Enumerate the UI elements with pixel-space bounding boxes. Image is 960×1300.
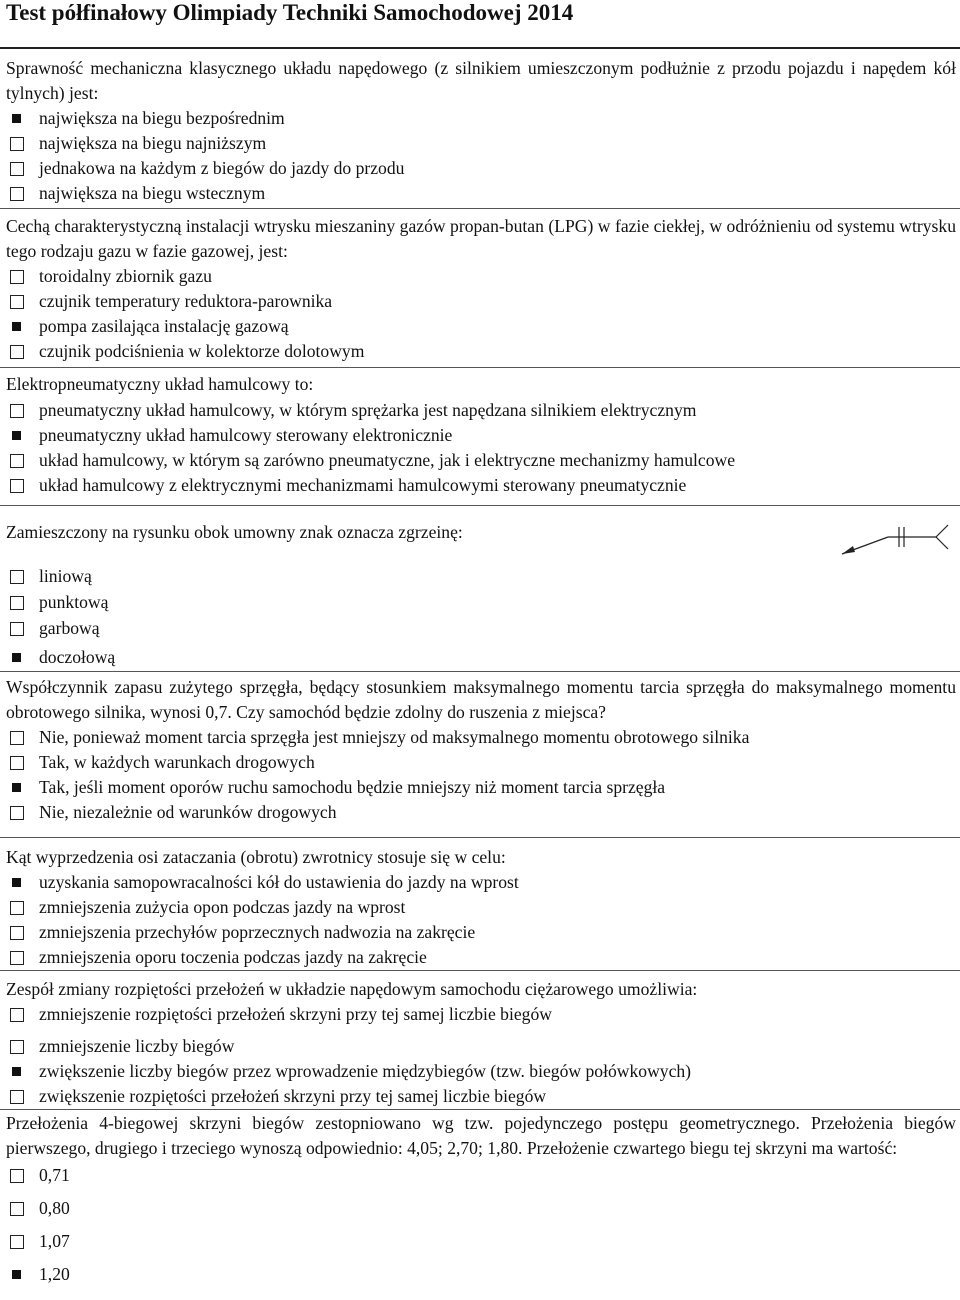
answer-option[interactable]	[6, 106, 956, 131]
answer-label: uzyskania samopowracalności kół do ustawienia do jazdy na wprost	[39, 872, 519, 892]
answer-label: Nie, niezależnie od warunków drogowych	[39, 802, 337, 822]
question-4	[6, 520, 956, 670]
checkbox-icon[interactable]	[10, 404, 24, 418]
checked-square-icon[interactable]	[12, 878, 21, 887]
checkbox-icon[interactable]	[10, 137, 24, 151]
checkbox-icon[interactable]	[10, 454, 24, 468]
answer-option[interactable]	[6, 1034, 956, 1059]
question-2	[6, 214, 956, 364]
answer-label: czujnik podciśnienia w kolektorze dolotowym	[39, 341, 365, 361]
answer-option[interactable]	[6, 181, 956, 206]
answer-label: garbową	[39, 618, 100, 638]
answer-option[interactable]	[6, 564, 956, 589]
question-divider	[0, 505, 960, 506]
answer-option[interactable]	[6, 473, 956, 498]
question-divider	[0, 970, 960, 971]
question-7	[6, 977, 956, 1109]
answer-label: układ hamulcowy, w którym są zarówno pneumatyczne, jak i elektryczne mechanizmy hamulcowe	[39, 450, 736, 470]
answer-label: zmniejszenie liczby biegów	[39, 1036, 235, 1056]
answer-option[interactable]	[6, 945, 956, 970]
answer-option[interactable]	[6, 590, 956, 615]
checkbox-icon[interactable]	[10, 622, 24, 636]
checkbox-icon[interactable]	[10, 1008, 24, 1022]
answer-option[interactable]	[6, 1227, 956, 1256]
checkbox-icon[interactable]	[10, 926, 24, 940]
checkbox-icon[interactable]	[10, 570, 24, 584]
checkbox-icon[interactable]	[10, 1169, 24, 1183]
question-8	[6, 1111, 956, 1289]
checkbox-icon[interactable]	[10, 1040, 24, 1054]
answer-option[interactable]	[6, 800, 956, 825]
answer-label: toroidalny zbiornik gazu	[39, 266, 212, 286]
question-text: Kąt wyprzedzenia osi zataczania (obrotu) zwrotnicy stosuje się w celu:	[6, 847, 506, 867]
answer-label: zmniejszenie rozpiętości przełożeń skrzyni przy tej samej liczbie biegów	[39, 1004, 552, 1024]
answer-label: pneumatyczny układ hamulcowy, w którym sprężarka jest napędzana silnikiem elektrycznym	[39, 400, 697, 420]
answer-option[interactable]	[6, 645, 956, 670]
answer-label: liniową	[39, 566, 92, 586]
question-5	[6, 675, 956, 825]
question-text: Elektropneumatyczny układ hamulcowy to:	[6, 374, 314, 394]
answer-option[interactable]	[6, 750, 956, 775]
answer-label: pneumatyczny układ hamulcowy sterowany elektronicznie	[39, 425, 453, 445]
weld-symbol-icon	[838, 522, 954, 558]
checkbox-icon[interactable]	[10, 479, 24, 493]
checked-square-icon[interactable]	[12, 1270, 21, 1279]
answer-option[interactable]	[6, 1002, 956, 1027]
answer-option[interactable]	[6, 398, 956, 423]
answer-label: zwiększenie liczby biegów przez wprowadzenie międzybiegów (tzw. biegów połówkowych)	[39, 1061, 692, 1081]
answer-option[interactable]	[6, 423, 956, 448]
checkbox-icon[interactable]	[10, 270, 24, 284]
answer-label: zmniejszenia oporu toczenia podczas jazdy na zakręcie	[39, 947, 427, 967]
title-divider	[0, 47, 960, 49]
answer-label: zmniejszenia zużycia opon podczas jazdy na wprost	[39, 897, 406, 917]
checkbox-icon[interactable]	[10, 951, 24, 965]
answer-option[interactable]	[6, 131, 956, 156]
answer-option[interactable]	[6, 1059, 956, 1084]
answer-option[interactable]	[6, 264, 956, 289]
checkbox-icon[interactable]	[10, 596, 24, 610]
checkbox-icon[interactable]	[10, 187, 24, 201]
question-divider	[0, 671, 960, 672]
question-text: Sprawność mechaniczna klasycznego układu napędowego (z silnikiem umieszczonym podłużnie z przodu pojazdu i napędem kół tylnych) jest:	[6, 58, 956, 103]
answer-label: pompa zasilająca instalację gazową	[39, 316, 289, 336]
answer-option[interactable]	[6, 725, 956, 750]
answer-option[interactable]	[6, 1161, 956, 1190]
answer-option[interactable]	[6, 870, 956, 895]
answer-option[interactable]	[6, 339, 956, 364]
checkbox-icon[interactable]	[10, 162, 24, 176]
answer-option[interactable]	[6, 289, 956, 314]
answer-option[interactable]	[6, 1260, 956, 1289]
checkbox-icon[interactable]	[10, 756, 24, 770]
question-6	[6, 845, 956, 970]
checked-square-icon[interactable]	[12, 653, 21, 662]
answer-label: Tak, w każdych warunkach drogowych	[39, 752, 315, 772]
answer-label: doczołową	[39, 647, 116, 667]
question-divider	[0, 208, 960, 209]
question-text: Współczynnik zapasu zużytego sprzęgła, będący stosunkiem maksymalnego momentu tarcia sprzęgła do maksymalnego momentu obrotowego silnika, wynosi 0,7. Czy samochód będzie zdolny do ruszenia z miejsca?	[6, 677, 956, 722]
checked-square-icon[interactable]	[12, 322, 21, 331]
answer-label: Tak, jeśli moment oporów ruchu samochodu będzie mniejszy niż moment tarcia sprzęgła	[39, 777, 666, 797]
checkbox-icon[interactable]	[10, 901, 24, 915]
checkbox-icon[interactable]	[10, 295, 24, 309]
answer-label: zmniejszenia przechyłów poprzecznych nadwozia na zakręcie	[39, 922, 476, 942]
page-title: Test półfinałowy Olimpiady Techniki Samochodowej 2014	[6, 0, 574, 25]
checkbox-icon[interactable]	[10, 1235, 24, 1249]
answer-label: czujnik temperatury reduktora-parownika	[39, 291, 333, 311]
answer-label: układ hamulcowy z elektrycznymi mechanizmami hamulcowymi sterowany pneumatycznie	[39, 475, 687, 495]
question-text: Zespół zmiany rozpiętości przełożeń w układzie napędowym samochodu ciężarowego umożliwia:	[6, 979, 698, 999]
answer-option[interactable]	[6, 895, 956, 920]
answer-option[interactable]	[6, 920, 956, 945]
checked-square-icon[interactable]	[12, 114, 21, 123]
answer-label: największa na biegu bezpośrednim	[39, 108, 285, 128]
checkbox-icon[interactable]	[10, 1202, 24, 1216]
checkbox-icon[interactable]	[10, 806, 24, 820]
answer-label: zwiększenie rozpiętości przełożeń skrzyni przy tej samej liczbie biegów	[39, 1086, 547, 1106]
answer-option[interactable]	[6, 448, 956, 473]
answer-option[interactable]	[6, 775, 956, 800]
checked-square-icon[interactable]	[12, 1067, 21, 1076]
answer-label: 0,80	[39, 1198, 70, 1218]
question-text: Przełożenia 4-biegowej skrzyni biegów zestopniowano wg tzw. pojedynczego postępu geometrycznego. Przełożenia biegów pierwszego, drugiego i trzeciego wynoszą odpowiednio: 4,05; 2,70; 1,80. Przełożenie czwartego biegu tej skrzyni ma wartość:	[6, 1113, 956, 1158]
answer-label: Nie, ponieważ moment tarcia sprzęgła jest mniejszy od maksymalnego momentu obrotowego silnika	[39, 727, 750, 747]
answer-label: jednakowa na każdym z biegów do jazdy do przodu	[39, 158, 405, 178]
checkbox-icon[interactable]	[10, 731, 24, 745]
answer-label: największa na biegu najniższym	[39, 133, 267, 153]
answer-label: punktową	[39, 592, 109, 612]
answer-label: 1,07	[39, 1231, 70, 1251]
answer-option[interactable]	[6, 314, 956, 339]
answer-option[interactable]	[6, 156, 956, 181]
question-divider	[0, 1109, 960, 1110]
question-1	[6, 56, 956, 206]
checkbox-icon[interactable]	[10, 1090, 24, 1104]
question-text: Zamieszczony na rysunku obok umowny znak oznacza zgrzeinę:	[6, 522, 463, 542]
answer-label: największa na biegu wstecznym	[39, 183, 266, 203]
checked-square-icon[interactable]	[12, 431, 21, 440]
question-3	[6, 372, 956, 498]
question-divider	[0, 837, 960, 838]
question-text: Cechą charakterystyczną instalacji wtrysku mieszaniny gazów propan-butan (LPG) w fazie ciekłej, w odróżnieniu od systemu wtrysku tego rodzaju gazu w fazie gazowej, jest:	[6, 216, 956, 261]
answer-label: 0,71	[39, 1165, 70, 1185]
answer-option[interactable]	[6, 1084, 956, 1109]
answer-label: 1,20	[39, 1264, 70, 1284]
answer-option[interactable]	[6, 616, 956, 641]
checkbox-icon[interactable]	[10, 345, 24, 359]
question-divider	[0, 367, 960, 368]
checked-square-icon[interactable]	[12, 783, 21, 792]
answer-option[interactable]	[6, 1194, 956, 1223]
